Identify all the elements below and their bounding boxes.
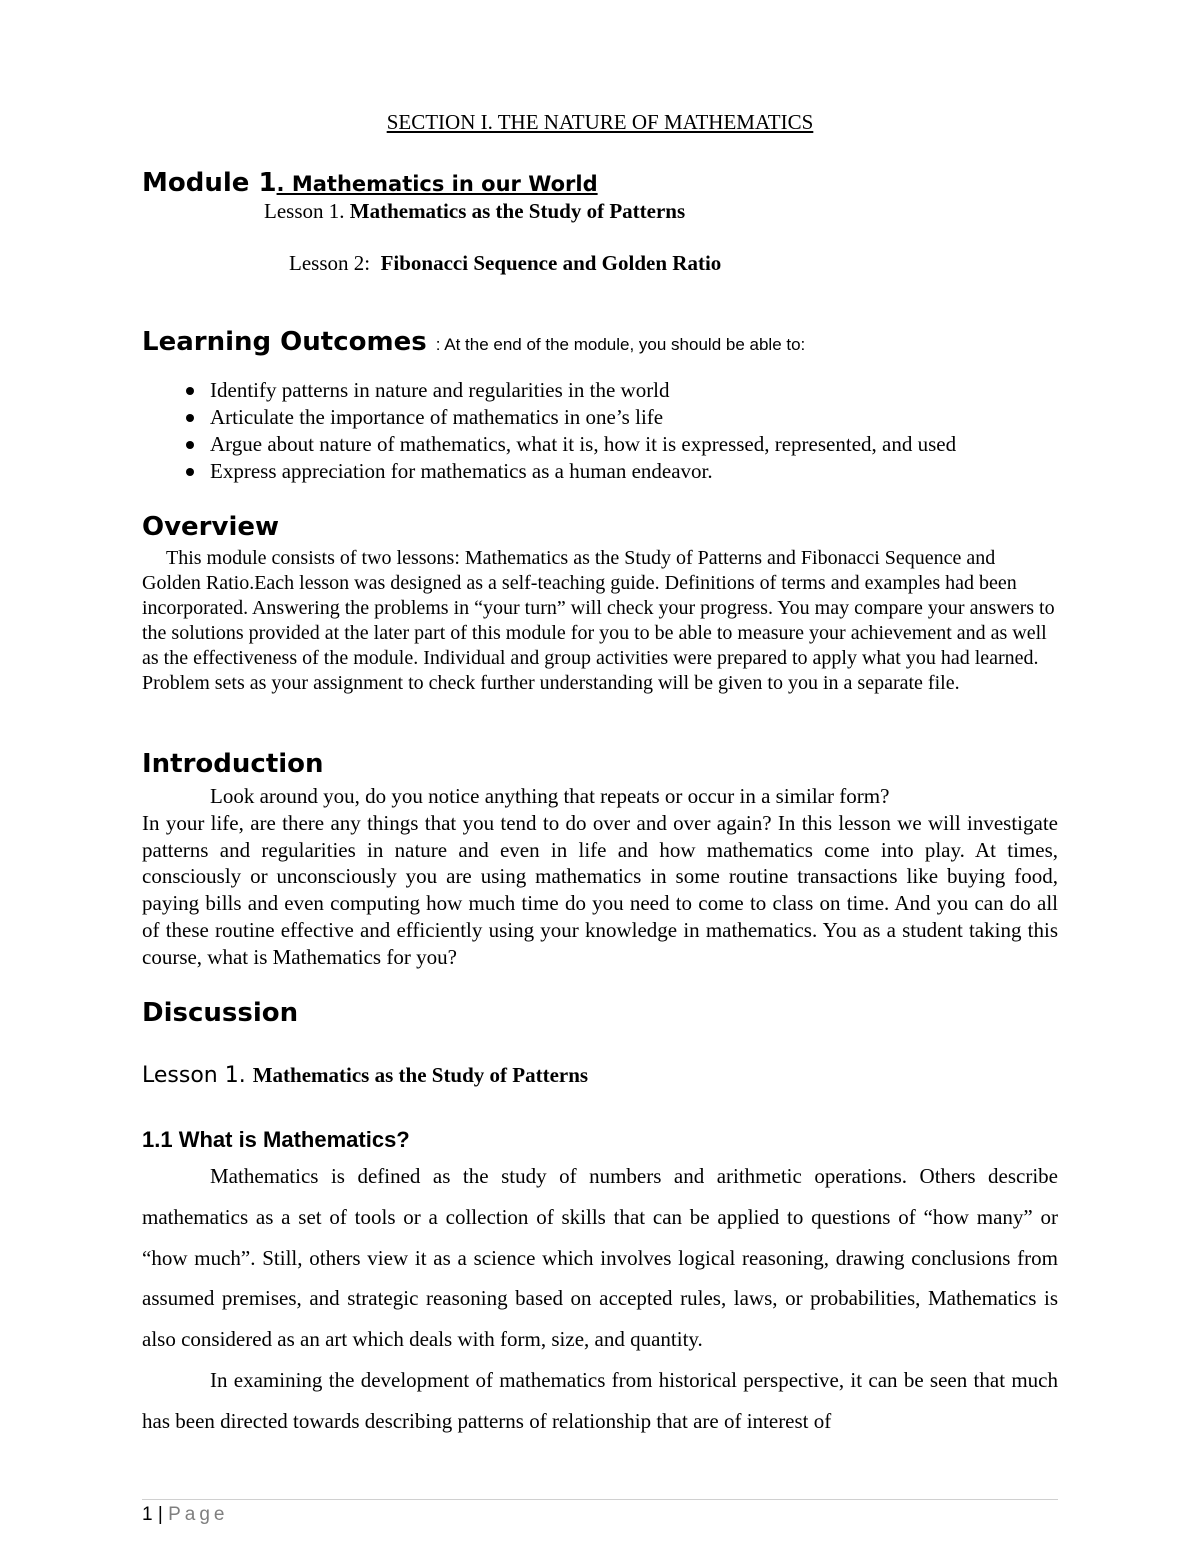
list-item: Express appreciation for mathematics as a human endeavor. <box>142 458 956 485</box>
page-label: Page <box>168 1504 229 1525</box>
lesson-1-heading-title: Mathematics as the Study of Patterns <box>252 1063 589 1087</box>
footer-separator: | <box>152 1504 169 1525</box>
learning-outcomes-list <box>142 377 956 485</box>
list-item: Articulate the importance of mathematics in one’s life <box>142 404 956 431</box>
paragraph-1: Mathematics is defined as the study of numbers and arithmetic operations. Others describe mathematics as a set of tools or a collection of skills that can be applied to questions of “how many” or “how much”. Still, others view it as a science which involves logical reasoning, drawing conclusions from assumed premises, and strategic reasoning based on accepted rules, laws, or probabilities, Mathematics is also considered as an art which deals with form, size, and quantity. <box>142 1164 1058 1352</box>
lesson-1-heading-prefix: Lesson 1. <box>142 1063 253 1088</box>
overview-heading: Overview <box>142 512 280 542</box>
page-number: 1 <box>142 1504 153 1525</box>
introduction-paragraph <box>142 783 1058 971</box>
list-item: Argue about nature of mathematics, what it is, how it is expressed, represented, and used <box>142 431 956 458</box>
lesson-1-title: Mathematics as the Study of Patterns <box>349 199 686 223</box>
page-footer <box>142 1504 228 1526</box>
module-heading <box>142 168 598 198</box>
lesson-1-prefix: Lesson 1. <box>264 199 350 223</box>
learning-outcomes-lead: : At the end of the module, you should be able to: <box>435 335 806 354</box>
what-is-mathematics-heading: 1.1 What is Mathematics? <box>142 1127 410 1152</box>
section-title: SECTION I. THE NATURE OF MATHEMATICS <box>386 110 814 134</box>
overview-paragraph: This module consists of two lessons: Mathematics as the Study of Patterns and Fibonacci Sequence and Golden Ratio.Each lesson was designed as a self-teaching guide. Definitions of terms and examples had been incorporated. Answering the problems in “your turn” will check your progress. You may compare your answers to the solutions provided at the later part of this module for you to be able to measure your achievement and as well as the effectiveness of the module. Individual and group activities were prepared to apply what you had learned. Problem sets as your assignment to check further understanding will be given to you in a separate file. <box>142 547 1055 694</box>
what-is-mathematics-text <box>142 1156 1058 1442</box>
footer-divider <box>142 1499 1058 1500</box>
bullet-icon <box>186 468 194 476</box>
lesson-1-line <box>264 199 685 224</box>
module-label: Module 1 <box>142 168 277 198</box>
lesson-2-title: Fibonacci Sequence and Golden Ratio <box>380 251 722 275</box>
discussion-heading: Discussion <box>142 998 299 1028</box>
paragraph-2: In examining the development of mathematics from historical perspective, it can be seen that much has been directed towards describing patterns of relationship that are of interest of <box>142 1367 1058 1433</box>
lesson-2-prefix: Lesson 2: <box>289 251 381 275</box>
learning-outcomes-heading <box>142 327 805 357</box>
introduction-body: In your life, are there any things that you tend to do over and over again? In this lesson we will investigate patterns and regularities in nature and even in life and how mathematics come into play. At times, consciously or unconsciously you are using mathematics in some routine transactions like buying food, paying bills and even computing how much time do you need to come to class on time. And you can do all of these routine effective and efficiently using your knowledge in mathematics. You as a student taking this course, what is Mathematics for you? <box>142 810 1058 969</box>
bullet-icon <box>186 387 194 395</box>
lesson-1-heading <box>142 1063 588 1088</box>
bullet-icon <box>186 441 194 449</box>
module-title: . Mathematics in our World <box>276 172 598 196</box>
introduction-heading: Introduction <box>142 749 324 779</box>
list-item: Identify patterns in nature and regularities in the world <box>142 377 956 404</box>
learning-outcomes-title: Learning Outcomes <box>142 327 436 357</box>
bullet-icon <box>186 414 194 422</box>
lesson-2-line <box>268 226 721 301</box>
introduction-first-line: Look around you, do you notice anything that repeats or occur in a similar form? <box>210 784 890 808</box>
